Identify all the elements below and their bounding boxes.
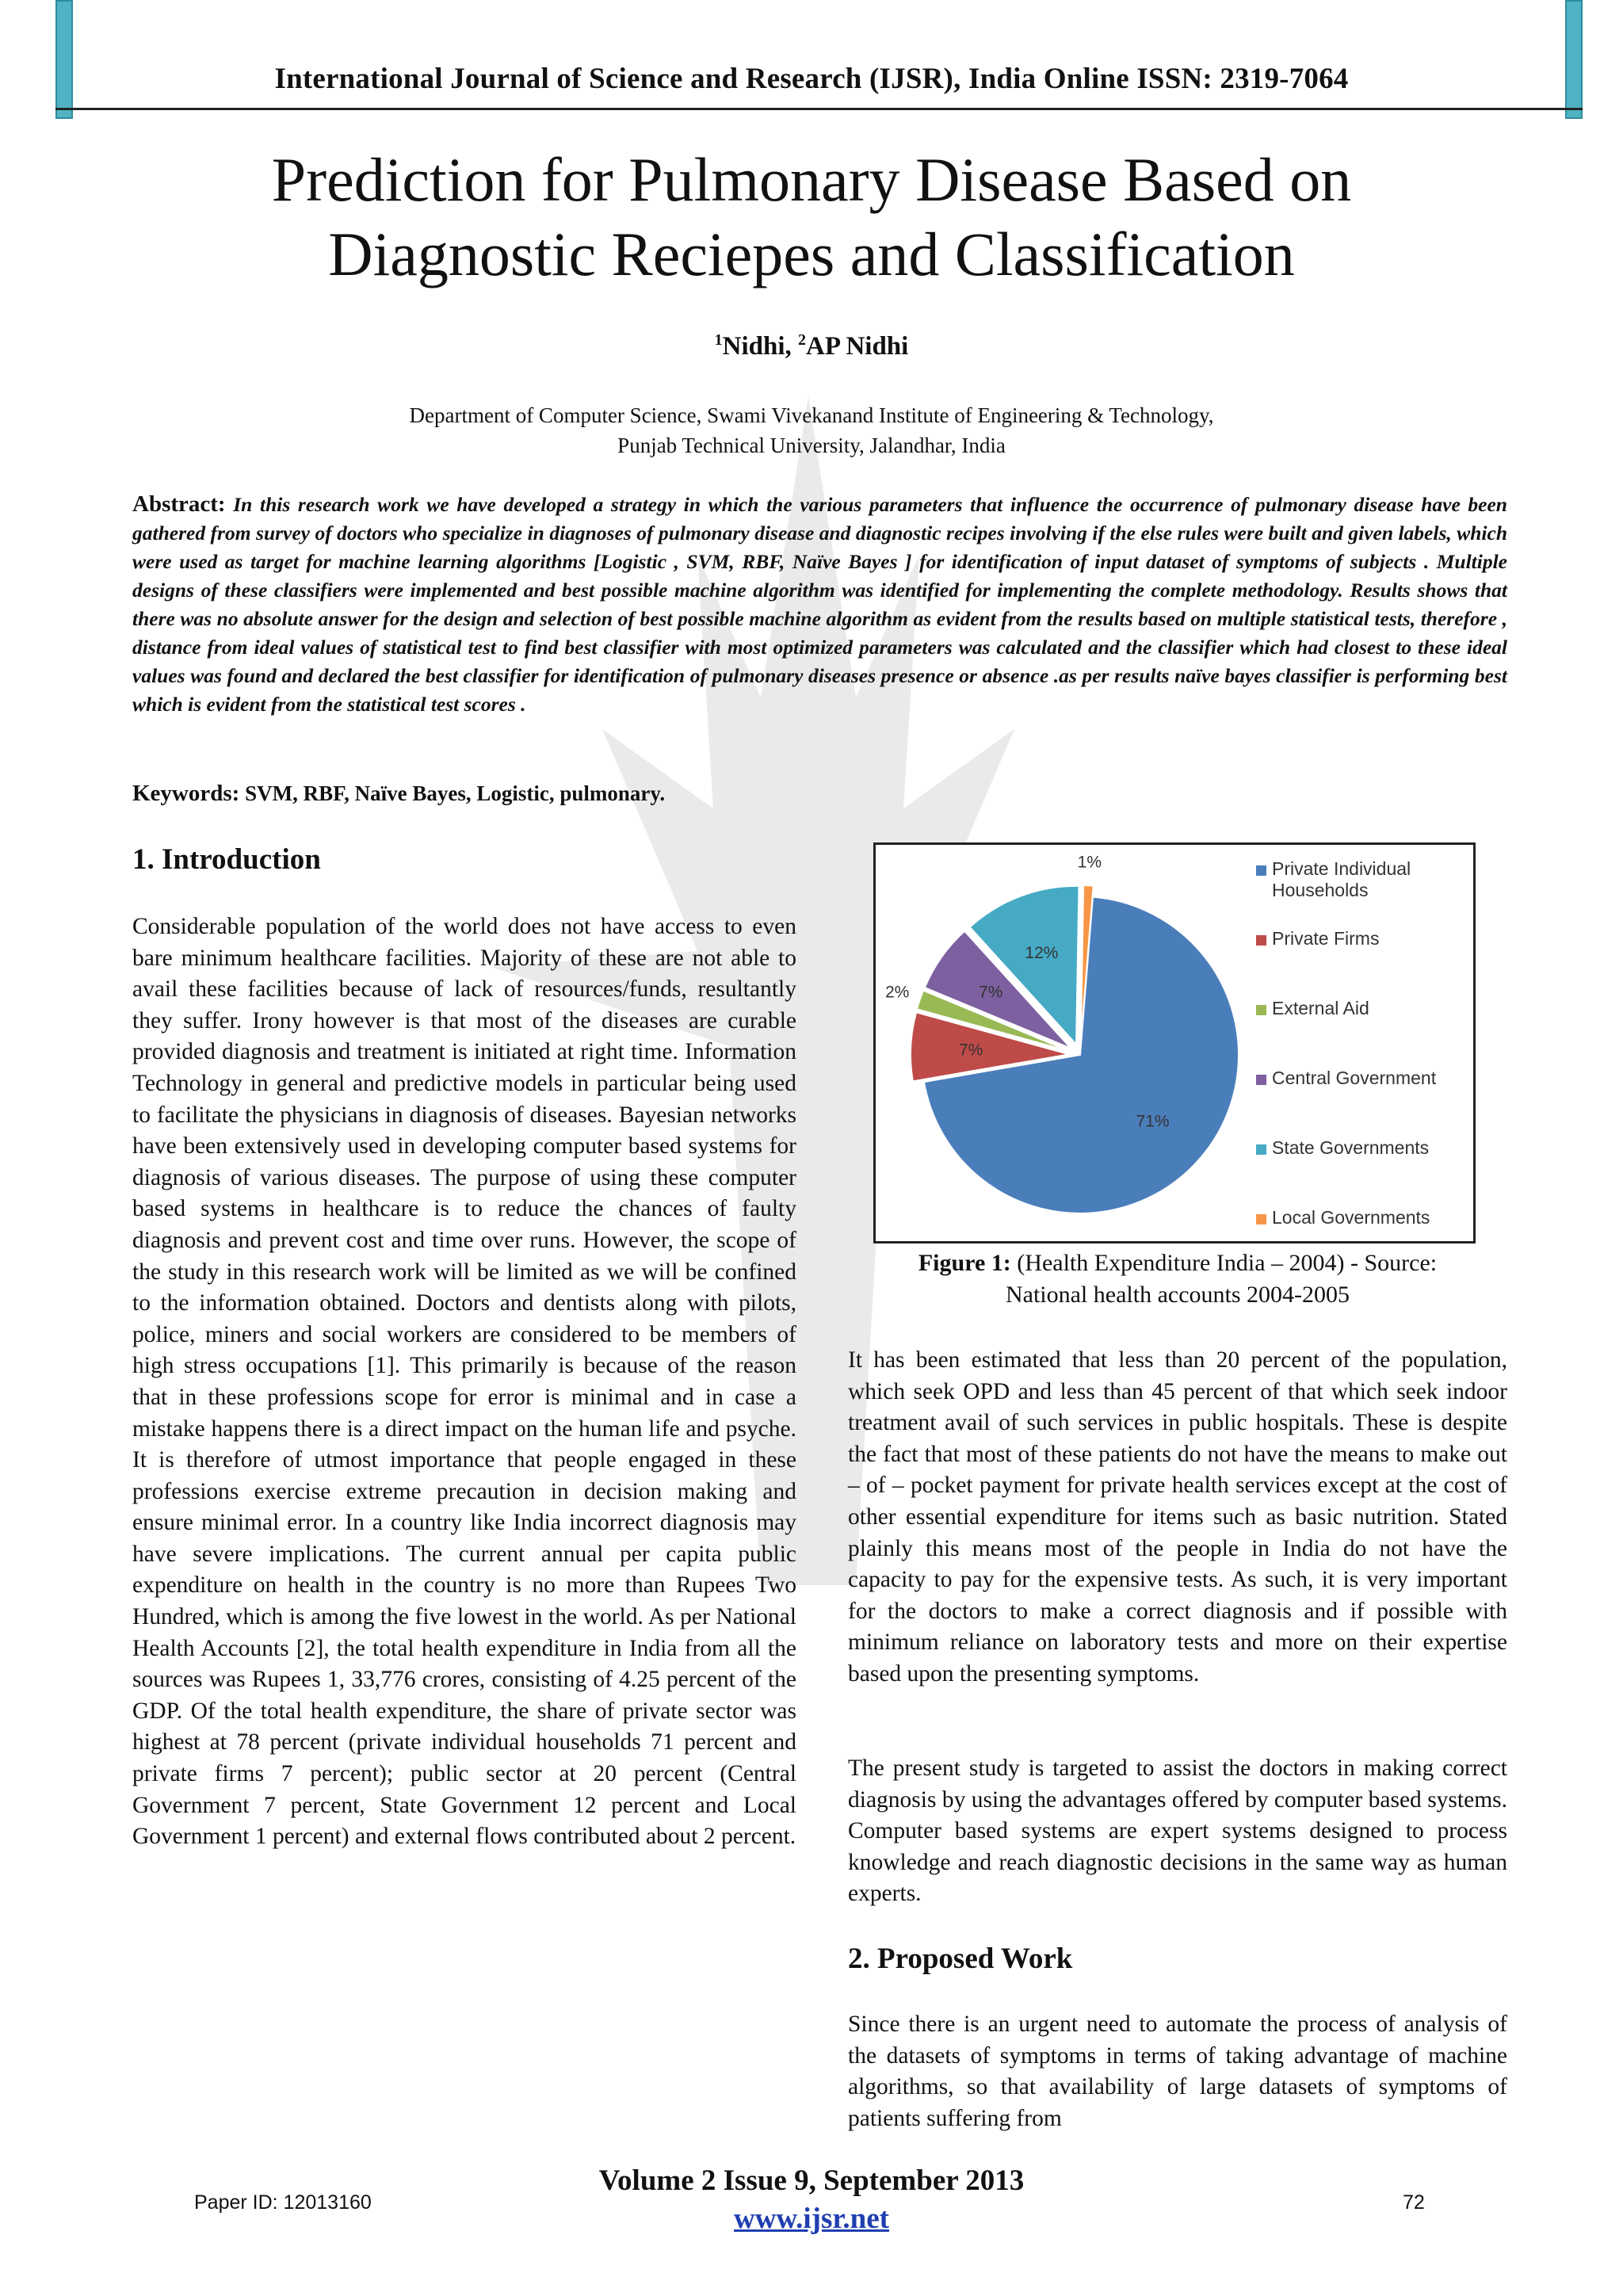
legend-swatch xyxy=(1256,1075,1266,1085)
title-line-1: Prediction for Pulmonary Disease Based on xyxy=(271,145,1352,214)
section-1-heading: 1. Introduction xyxy=(132,843,321,876)
legend-label: Local Governments xyxy=(1272,1207,1430,1228)
title-line-2: Diagnostic Reciepes and Classification xyxy=(328,220,1295,288)
legend-swatch xyxy=(1256,1144,1266,1155)
legend-label: State Governments xyxy=(1272,1137,1430,1158)
affiliation-line-1: Department of Computer Science, Swami Vivekanand Institute of Engineering & Technology, xyxy=(409,403,1214,427)
footer-paper-id: Paper ID: 12013160 xyxy=(194,2191,372,2214)
figure-1-chart xyxy=(873,842,1476,1244)
legend-label: Households xyxy=(1272,880,1369,900)
abstract-text: In this research work we have developed a strategy in which the various parameters that influence the occurrence of pulmonary disease have been gathered from survey of doctors who specialize in diagnoses of pulmonary disease and diagnostic recipes involving if the else rules were built and given labels, which were used as target for machine learning algorithms [Logistic , SVM, RBF, Naïve Bayes ] for identification of input dataset of symptoms of subjects . Multiple designs of these classifiers were implemented and best possible machine algorithm was identified for implementing the complete methodology. Results shows that there was no absolute answer for the design and selection of best possible machine algorithm as evident from the results based on multiple statistical tests, therefore , distance from ideal values of statistical test to find best classifier with most optimized parameters was calculated and the classifier which had closest to these ideal values was found and declared the best classifier for identification of pulmonary diseases presence or absence .as per results naïve bayes classifier is performing best which is evident from the statistical test scores . xyxy=(132,493,1507,716)
keywords xyxy=(132,781,665,807)
figure-1-label: Figure 1: xyxy=(918,1250,1011,1276)
pie-data-label: 12% xyxy=(1025,943,1059,962)
figure-1-caption-line-2: National health accounts 2004-2005 xyxy=(1005,1282,1350,1308)
introduction-paragraph: Considerable population of the world does not have access to even bare minimum healthcare facilities. Majority of these are not able to avail these facilities because of lack of resources/funds, resultantly they suffer. Irony however is that most of the diseases are curable provided diagnosis and treatment is initiated at right time. Information Technology in general and predictive models in particular being used to facilitate the physicians in diagnosis of diseases. Bayesian networks have been extensively used in developing computer based systems for diagnosis of various diseases. The purpose of using these computer based systems in healthcare is to reduce the chances of faulty diagnosis and prevent cost and time over runs. However, the scope of the study in this research work will be limited as we will be confined to the information obtained. Doctors and dentists along with pilots, police, miners and social workers are considered to be members of high stress occupations [1]. This primarily is because of the reason that in these professions scope for error is minimal and in case a mistake happens there is a direct impact on the human life and psyche. It is therefore of utmost importance that people engaged in these professions exercise extreme precaution in decision making and ensure minimal error. In a country like India incorrect diagnosis may have severe implications. The current annual per capita public expenditure on health in the country is no more than Rupees Two Hundred, which is among the five lowest in the world. As per National Health Accounts [2], the total health expenditure in India from all the sources was Rupees 1, 33,776 crores, consisting of 4.25 percent of the GDP. Of the total health expenditure, the share of private sector was highest at 78 percent (private individual households 71 percent and private firms 7 percent); public sector at 20 percent (Central Government 7 percent, State Government 12 percent and Local Government 1 percent) and external flows contributed about 2 percent. xyxy=(132,914,796,1850)
figure-1-caption-line-1: (Health Expenditure India – 2004) - Source: xyxy=(1010,1250,1438,1276)
left-column xyxy=(132,911,796,1853)
proposed-work-paragraph: Since there is an urgent need to automate the process of analysis of the datasets of symptoms in terms of taking advantage of machine algorithms, so that availability of large datasets of symptoms of patients suffering from xyxy=(848,2011,1507,2131)
section-2-heading: 2. Proposed Work xyxy=(848,1943,1073,1975)
footer-volume: Volume 2 Issue 9, September 2013 xyxy=(598,2164,1025,2197)
right-edge-bar xyxy=(1565,0,1583,119)
pie-data-label: 2% xyxy=(885,983,910,1002)
keywords-text: SVM, RBF, Naïve Bayes, Logistic, pulmonary. xyxy=(239,781,666,805)
legend-swatch xyxy=(1256,865,1266,876)
author-2-name: AP Nidhi xyxy=(806,332,909,361)
header-rule xyxy=(55,108,1583,110)
pie-data-label: 1% xyxy=(1077,853,1102,872)
legend-swatch xyxy=(1256,1005,1266,1015)
left-edge-bar xyxy=(55,0,73,119)
legend-label: Private Firms xyxy=(1272,928,1380,949)
legend-label: External Aid xyxy=(1272,998,1369,1018)
affiliation-line-2: Punjab Technical University, Jalandhar, India xyxy=(617,434,1006,457)
legend-label: Private Individual xyxy=(1272,858,1411,879)
abstract xyxy=(132,490,1507,719)
pie-data-label: 71% xyxy=(1136,1112,1170,1131)
keywords-label: Keywords: xyxy=(132,781,240,806)
footer-url-link[interactable]: www.ijsr.net xyxy=(734,2202,889,2235)
author-1-name: Nidhi, xyxy=(722,332,799,361)
pie-chart xyxy=(876,845,1473,1241)
footer-page-number: 72 xyxy=(1403,2191,1425,2214)
right-column-paragraph-1: It has been estimated that less than 20 percent of the population, which seek OPD and less than 45 percent of that which seek indoor treatment avail of such services in public hospitals. These is despite the fact that most of these patients do not have the means to make out – of – pocket payment for private health services except at the cost of other essential expenditure for items such as basic nutrition. Stated plainly this means most of the people in India do not have the capacity to pay for the expensive tests. As such, it is very important for the doctors to make a correct diagnosis and if possible with minimum reliance on laboratory tests and more on their expertise based upon the presenting symptoms. xyxy=(848,1347,1507,1687)
legend-swatch xyxy=(1256,935,1266,946)
author-2-affil-mark: 2 xyxy=(798,331,807,349)
figure-1-caption xyxy=(848,1247,1507,1311)
abstract-label: Abstract: xyxy=(132,491,226,517)
affiliation xyxy=(0,400,1623,460)
author-list xyxy=(0,331,1623,361)
author-1-affil-mark: 1 xyxy=(714,331,723,349)
legend-label: Central Government xyxy=(1272,1068,1437,1088)
paper-title xyxy=(119,143,1504,292)
legend-swatch xyxy=(1256,1214,1266,1224)
pie-data-label: 7% xyxy=(958,1041,983,1060)
right-column-paragraph-2: The present study is targeted to assist the doctors in making correct diagnosis by using the advantages offered by computer based systems. Computer based systems are expert systems designed to process knowledge and reach diagnostic decisions in the same way as human experts. xyxy=(848,1755,1507,1907)
journal-header: International Journal of Science and Research (IJSR), India Online ISSN: 2319-7064 xyxy=(274,63,1349,95)
pie-data-label: 7% xyxy=(979,983,1003,1002)
